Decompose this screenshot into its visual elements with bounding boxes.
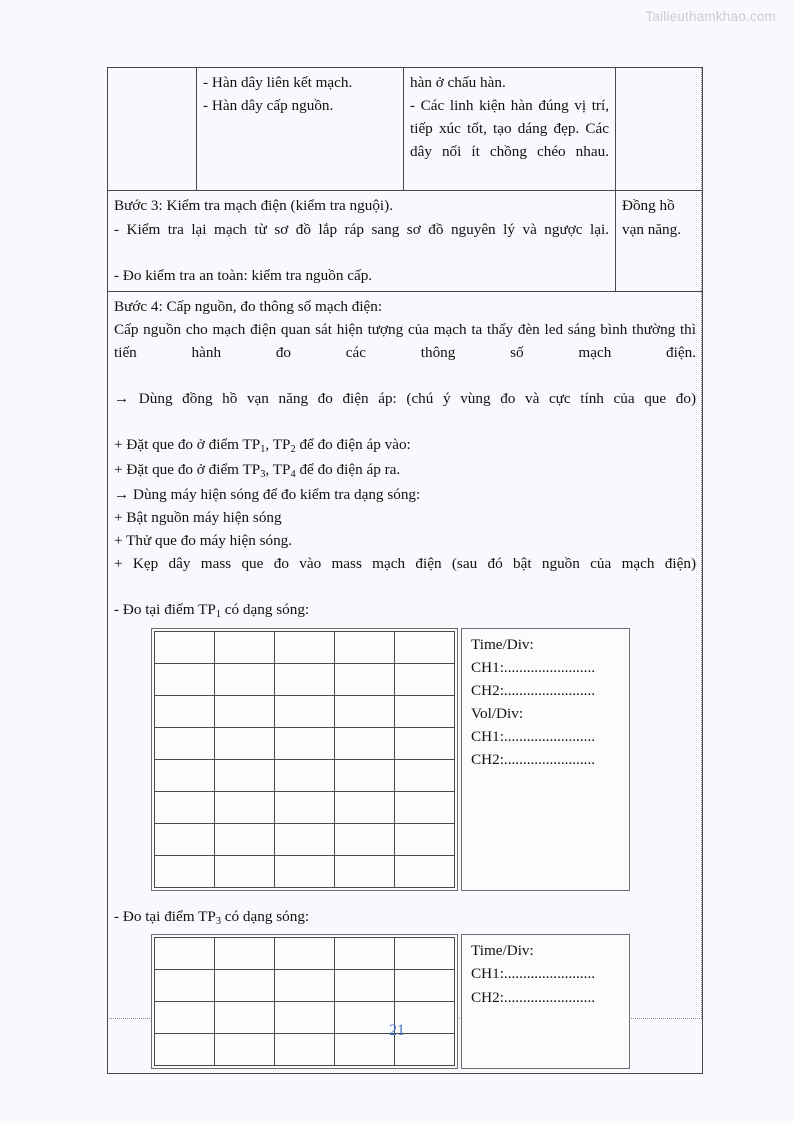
grid-row bbox=[155, 631, 455, 663]
grid-row bbox=[155, 970, 455, 1002]
scope-legend-2 bbox=[461, 934, 630, 1069]
step4-supply: Cấp nguồn cho mạch điện quan sát hiện tượng của mạch ta thấy đèn led sáng bình thường thì tiến hành đo các thông số mạch điện. bbox=[114, 320, 696, 362]
grid-row bbox=[155, 695, 455, 727]
probe-out-sep: , TP bbox=[265, 461, 291, 479]
grid-row bbox=[155, 823, 455, 855]
probe-out-prefix: + Đặt que đo ở điểm TP bbox=[114, 461, 261, 479]
step2-col3-line-2: - Các linh kiện hàn đúng vị trí, tiếp xúc tốt, tạo dáng đẹp. Các dây nối ít chồng chéo nhau. bbox=[410, 97, 609, 161]
grid-cell bbox=[155, 663, 215, 695]
legend2-line-2: CH2:........................ bbox=[471, 988, 596, 1006]
grid-row bbox=[155, 727, 455, 759]
grid-cell bbox=[395, 695, 455, 727]
measure-tp1-subscript: 1 bbox=[215, 608, 221, 620]
step4-title: Bước 4: Cấp nguồn, đo thông số mạch điện: bbox=[114, 297, 383, 315]
grid-cell bbox=[155, 938, 215, 970]
grid-cell bbox=[215, 663, 275, 695]
grid-cell bbox=[395, 663, 455, 695]
grid-cell bbox=[335, 759, 395, 791]
grid-cell bbox=[335, 823, 395, 855]
step3-line-1: - Kiểm tra lại mạch từ sơ đồ lắp ráp sang sơ đồ nguyên lý và ngược lại. bbox=[114, 220, 609, 238]
cell-step3-tool: Đồng hồ vạn năng. bbox=[616, 191, 703, 291]
tp2-subscript: 2 bbox=[290, 444, 296, 456]
legend1-line-1: CH1:........................ bbox=[471, 658, 596, 676]
cell-step3-body bbox=[108, 191, 616, 291]
grid-cell bbox=[335, 791, 395, 823]
grid-cell bbox=[275, 791, 335, 823]
cell-step4-body bbox=[108, 291, 703, 1073]
step2-col3-line-1: hàn ở chấu hàn. bbox=[410, 74, 506, 91]
grid-cell bbox=[155, 695, 215, 727]
grid-cell bbox=[215, 631, 275, 663]
step4-scope-power: + Bật nguồn máy hiện sóng bbox=[114, 508, 282, 526]
measure-tp3-prefix: - Đo tại điểm TP bbox=[114, 907, 216, 925]
legend1-line-3: Vol/Div: bbox=[471, 704, 524, 722]
grid-cell bbox=[395, 970, 455, 1002]
measure-tp1-label bbox=[114, 598, 696, 623]
grid-row bbox=[155, 938, 455, 970]
grid-cell bbox=[275, 855, 335, 887]
measure-tp3-subscript: 3 bbox=[215, 915, 221, 927]
legend1-line-2: CH2:........................ bbox=[471, 681, 596, 699]
cell-step2-col2 bbox=[197, 68, 404, 191]
step3-title: Bước 3: Kiểm tra mạch điện (kiểm tra nguội). bbox=[114, 197, 394, 215]
cell-step2-col4 bbox=[616, 68, 703, 191]
step4-scope-mass: + Kẹp dây mass que đo vào mass mạch điện (sau đó bật nguồn của mạch điện) bbox=[114, 554, 696, 572]
grid-cell bbox=[155, 759, 215, 791]
grid-cell bbox=[155, 970, 215, 1002]
legend1-line-0: Time/Div: bbox=[471, 635, 534, 653]
grid-cell bbox=[275, 823, 335, 855]
grid-cell bbox=[215, 727, 275, 759]
oscilloscope-grid-2 bbox=[154, 937, 455, 1066]
scope-legend-1 bbox=[461, 628, 630, 891]
legend1-line-5: CH2:........................ bbox=[471, 751, 596, 769]
grid-cell bbox=[335, 938, 395, 970]
scope-block-tp1 bbox=[151, 628, 696, 891]
grid-cell bbox=[275, 938, 335, 970]
grid-cell bbox=[155, 631, 215, 663]
site-watermark: Tailieuthamkhao.com bbox=[645, 9, 776, 24]
oscilloscope-grid-1 bbox=[154, 631, 455, 888]
measure-tp1-prefix: - Đo tại điểm TP bbox=[114, 601, 216, 619]
block-spacer bbox=[114, 891, 696, 905]
grid-cell bbox=[275, 970, 335, 1002]
step4-probe-input bbox=[114, 433, 696, 458]
procedure-table bbox=[107, 67, 703, 1074]
grid-cell bbox=[335, 663, 395, 695]
probe-out-suffix: để đo điện áp ra. bbox=[295, 461, 401, 479]
legend2-line-1: CH1:........................ bbox=[471, 965, 596, 983]
grid-cell bbox=[395, 938, 455, 970]
grid-cell bbox=[335, 727, 395, 759]
table-row bbox=[108, 68, 703, 191]
table-row bbox=[108, 291, 703, 1073]
legend2-line-0: Time/Div: bbox=[471, 942, 534, 960]
grid-cell bbox=[395, 631, 455, 663]
grid-row bbox=[155, 855, 455, 887]
probe-in-suffix: để đo điện áp vào: bbox=[295, 436, 411, 454]
grid-cell bbox=[155, 727, 215, 759]
cell-step2-col1 bbox=[108, 68, 197, 191]
grid-cell bbox=[155, 855, 215, 887]
step4-scope: → Dùng máy hiện sóng để đo kiểm tra dạng sóng: bbox=[114, 485, 421, 503]
grid-cell bbox=[335, 631, 395, 663]
probe-in-sep: , TP bbox=[265, 436, 291, 454]
cell-step2-col3 bbox=[404, 68, 616, 191]
table-row bbox=[108, 191, 703, 291]
grid-cell bbox=[215, 791, 275, 823]
scope-block-tp3 bbox=[151, 934, 696, 1069]
measure-tp3-label bbox=[114, 905, 696, 930]
grid-row bbox=[155, 791, 455, 823]
grid-cell bbox=[215, 759, 275, 791]
grid-row bbox=[155, 759, 455, 791]
tp4-subscript: 4 bbox=[290, 468, 296, 480]
page-number: 21 bbox=[389, 1022, 405, 1039]
grid-cell bbox=[155, 791, 215, 823]
grid-cell bbox=[275, 663, 335, 695]
tp3-subscript: 3 bbox=[260, 468, 266, 480]
grid-cell bbox=[215, 970, 275, 1002]
grid-cell bbox=[335, 970, 395, 1002]
step4-probe-output bbox=[114, 458, 696, 483]
grid-cell bbox=[395, 823, 455, 855]
measure-tp1-suffix: có dạng sóng: bbox=[220, 601, 310, 619]
probe-in-prefix: + Đặt que đo ở điểm TP bbox=[114, 436, 261, 454]
grid-cell bbox=[275, 759, 335, 791]
grid-cell bbox=[215, 823, 275, 855]
grid-cell bbox=[215, 855, 275, 887]
scope-grid-frame-2 bbox=[151, 934, 458, 1069]
grid-cell bbox=[215, 938, 275, 970]
step3-line-2: - Đo kiểm tra an toàn: kiểm tra nguồn cấp. bbox=[114, 266, 373, 284]
grid-cell bbox=[395, 727, 455, 759]
measure-tp3-suffix: có dạng sóng: bbox=[220, 907, 310, 925]
grid-cell bbox=[335, 855, 395, 887]
step4-multimeter: → Dùng đồng hồ vạn năng đo điện áp: (chú ý vùng đo và cực tính của que đo) bbox=[114, 390, 696, 408]
grid-cell bbox=[395, 759, 455, 791]
step2-line-1: - Hàn dây liên kết mạch. bbox=[203, 74, 353, 91]
grid-cell bbox=[155, 823, 215, 855]
grid-cell bbox=[275, 631, 335, 663]
grid-cell bbox=[395, 791, 455, 823]
scope-grid-frame-1 bbox=[151, 628, 458, 891]
grid-cell bbox=[275, 727, 335, 759]
grid-row bbox=[155, 663, 455, 695]
legend1-line-4: CH1:........................ bbox=[471, 728, 596, 746]
step4-scope-probe: + Thử que đo máy hiện sóng. bbox=[114, 531, 293, 549]
step2-line-2: - Hàn dây cấp nguồn. bbox=[203, 97, 334, 115]
grid-cell bbox=[335, 695, 395, 727]
grid-cell bbox=[395, 855, 455, 887]
grid-cell bbox=[215, 695, 275, 727]
tp1-subscript: 1 bbox=[260, 444, 266, 456]
grid-cell bbox=[275, 695, 335, 727]
